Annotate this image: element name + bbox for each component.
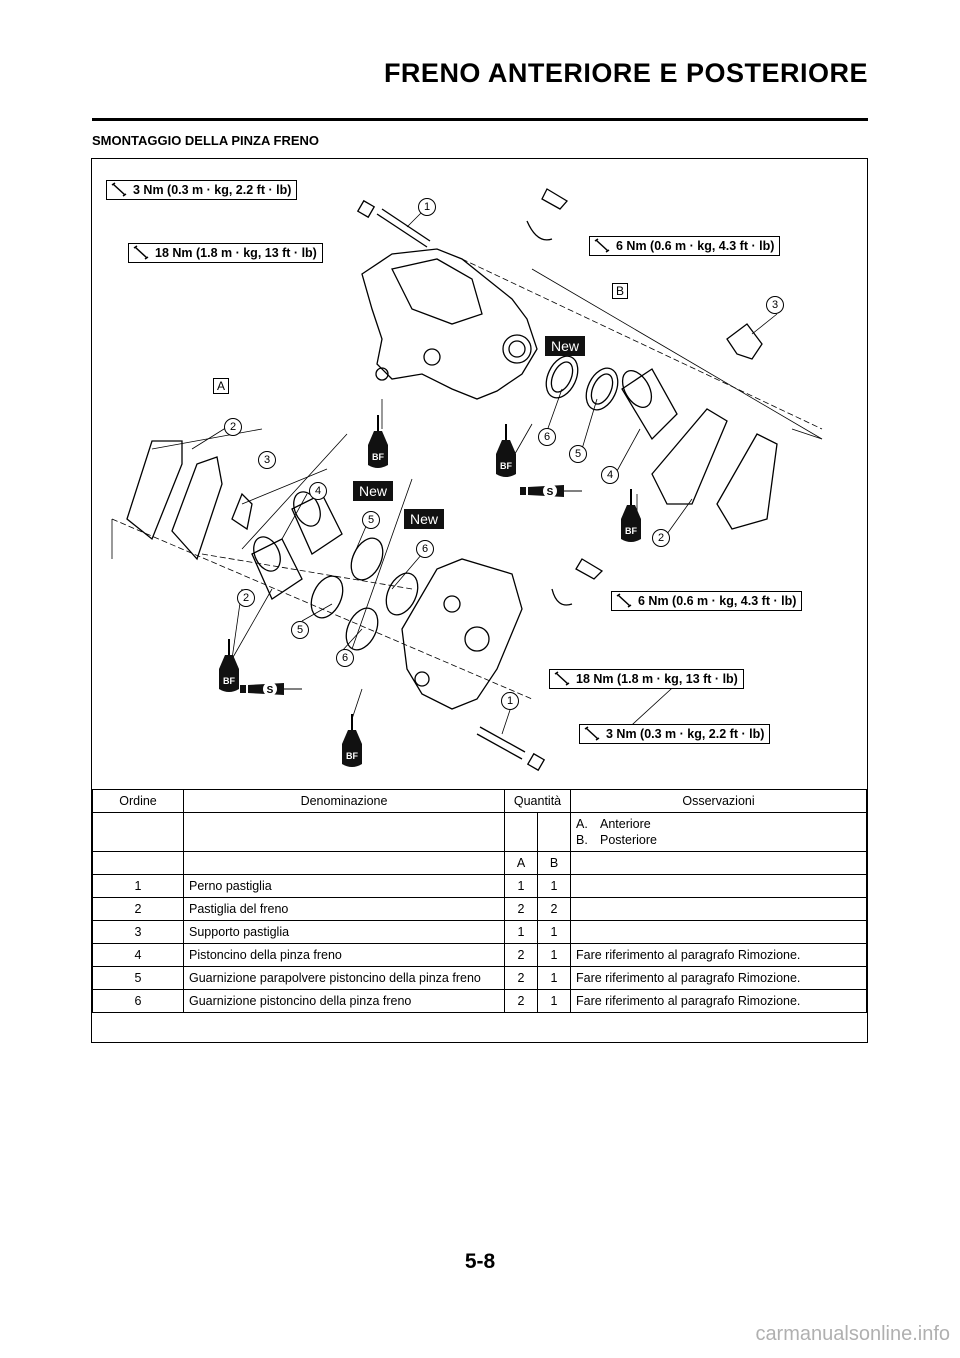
table-row: 4 Pistoncino della pinza freno 2 1 Fare riferimento al paragrafo Rimozione.: [93, 944, 867, 967]
callout-number: 3: [258, 451, 276, 469]
title-rule: [92, 118, 868, 121]
torque-label: [106, 180, 297, 200]
group-legend: [571, 813, 867, 852]
brake-fluid-icon: [217, 639, 241, 695]
bf-text: BF: [346, 751, 358, 761]
section-title: SMONTAGGIO DELLA PINZA FRENO: [92, 133, 320, 148]
torque-value: 6 Nm (0.6 m · kg, 4.3 ft · lb): [638, 594, 797, 608]
legend-line: B. Posteriore: [576, 833, 657, 847]
callout-number: 1: [501, 692, 519, 710]
s-text: S: [266, 685, 274, 696]
bf-text: BF: [223, 676, 235, 686]
table-notes-row: [93, 813, 867, 852]
callout-number: 1: [418, 198, 436, 216]
torque-label: [128, 243, 323, 263]
callout-number: 6: [538, 428, 556, 446]
front-group-label: A: [213, 378, 229, 394]
new-part-badge: New: [353, 481, 393, 501]
callout-number: 2: [237, 589, 255, 607]
page-title: FRENO ANTERIORE E POSTERIORE: [383, 58, 868, 88]
callout-number: 4: [601, 466, 619, 484]
table-row: 1 Perno pastiglia 1 1: [93, 875, 867, 898]
callout-number: 5: [362, 511, 380, 529]
header-order: Ordine: [93, 790, 184, 813]
table-qty-header-row: [93, 852, 867, 875]
header-name: Denominazione: [184, 790, 505, 813]
brake-fluid-icon: [366, 415, 390, 471]
diagram-frame: [91, 158, 868, 1043]
torque-wrench-icon: [594, 238, 611, 254]
callout-number: 5: [569, 445, 587, 463]
rear-group-label: B: [612, 283, 628, 299]
brake-fluid-icon: [619, 489, 643, 545]
legend-line: A. Anteriore: [576, 817, 651, 831]
watermark: carmanualsonline.info: [755, 1323, 950, 1345]
new-part-badge: New: [404, 509, 444, 529]
callout-number: 3: [766, 296, 784, 314]
header-notes: Osservazioni: [571, 790, 867, 813]
s-text: S: [546, 487, 554, 498]
torque-label: [579, 724, 770, 744]
bf-text: BF: [625, 526, 637, 536]
table-row: 5 Guarnizione parapolvere pistoncino della pinza freno 2 1 Fare riferimento al paragrafo Rimozione.: [93, 967, 867, 990]
torque-wrench-icon: [584, 726, 601, 742]
torque-value: 3 Nm (0.3 m · kg, 2.2 ft · lb): [606, 727, 765, 741]
callout-number: 4: [309, 482, 327, 500]
brake-fluid-icon: [340, 714, 364, 770]
torque-value: 18 Nm (1.8 m · kg, 13 ft · lb): [576, 672, 738, 686]
table-header-row: [93, 790, 867, 813]
table-row: 6 Guarnizione pistoncino della pinza freno 2 1 Fare riferimento al paragrafo Rimozione.: [93, 990, 867, 1013]
table-row: 2 Pastiglia del freno 2 2: [93, 898, 867, 921]
callout-number: 5: [291, 621, 309, 639]
silicone-grease-icon: [240, 677, 302, 701]
bf-text: BF: [372, 452, 384, 462]
header-quantity: Quantità: [505, 790, 571, 813]
torque-value: 3 Nm (0.3 m · kg, 2.2 ft · lb): [133, 183, 292, 197]
torque-label: [549, 669, 744, 689]
qty-col-a: A: [505, 852, 538, 875]
page-number: 5-8: [464, 1250, 496, 1273]
bf-text: BF: [500, 461, 512, 471]
qty-col-b: B: [538, 852, 571, 875]
callout-number: 2: [652, 529, 670, 547]
callout-number: 6: [416, 540, 434, 558]
torque-value: 6 Nm (0.6 m · kg, 4.3 ft · lb): [616, 239, 775, 253]
torque-wrench-icon: [616, 593, 633, 609]
parts-table: [92, 789, 867, 1013]
silicone-grease-icon: [520, 479, 582, 503]
callout-number: 2: [224, 418, 242, 436]
torque-wrench-icon: [111, 182, 128, 198]
torque-label: [589, 236, 780, 256]
new-part-badge: New: [545, 336, 585, 356]
torque-wrench-icon: [133, 245, 150, 261]
torque-label: [611, 591, 802, 611]
brake-fluid-icon: [494, 424, 518, 480]
table-row: 3 Supporto pastiglia 1 1: [93, 921, 867, 944]
torque-wrench-icon: [554, 671, 571, 687]
callout-number: 6: [336, 649, 354, 667]
torque-value: 18 Nm (1.8 m · kg, 13 ft · lb): [155, 246, 317, 260]
